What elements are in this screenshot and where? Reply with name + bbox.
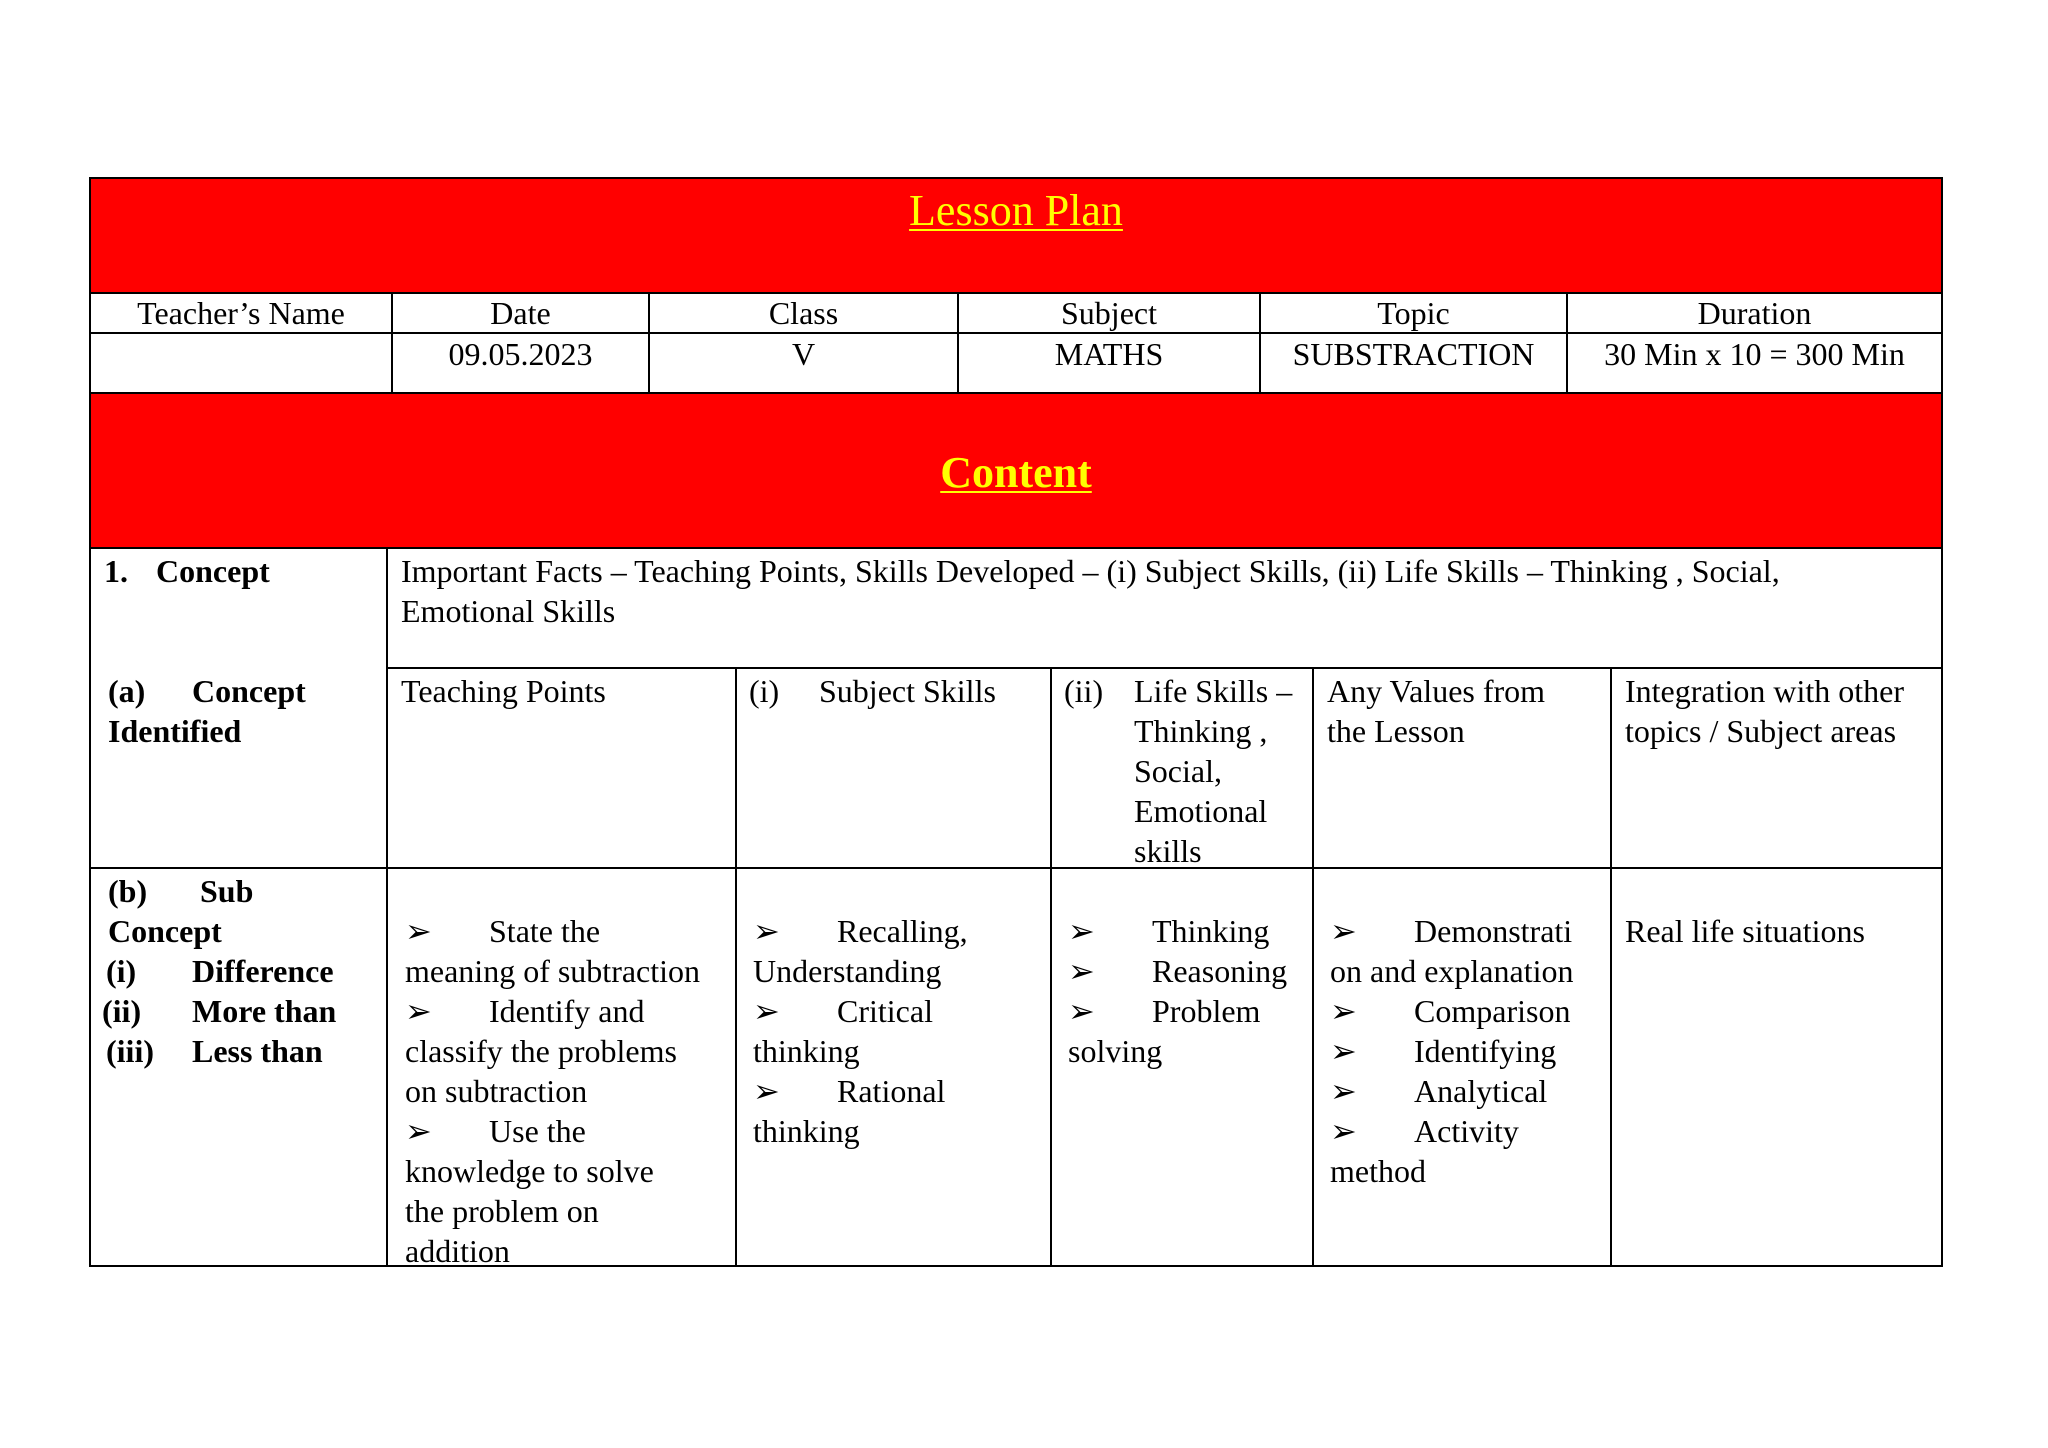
- value-topic: SUBSTRACTION: [1292, 336, 1535, 372]
- list-item-cont: classify the problems: [405, 1033, 677, 1069]
- col-divider: [1312, 667, 1314, 1267]
- arrow-bullet-icon: ➢: [1068, 913, 1095, 949]
- list-item: ➢ Identifying: [1330, 1033, 1557, 1069]
- sub-concept-item-num: (iii): [106, 1033, 154, 1069]
- header-date: Date: [490, 295, 551, 331]
- arrow-bullet-icon: ➢: [753, 993, 780, 1029]
- arrow-bullet-icon: ➢: [1330, 1113, 1357, 1149]
- list-item: ➢ Critical: [753, 993, 933, 1029]
- concept-description: [401, 551, 1780, 631]
- table-border-left: [89, 177, 91, 1267]
- list-item: ➢ Identify and: [405, 993, 645, 1029]
- concept-identified-label: Concept: [192, 673, 306, 709]
- sub-concept-item-num: (i): [106, 953, 137, 989]
- sub-concept-item: More than: [192, 993, 337, 1029]
- list-item-cont: Understanding: [753, 953, 942, 989]
- col-life-skills-line: Social,: [1134, 753, 1222, 789]
- col-life-skills-line: Emotional: [1134, 793, 1268, 829]
- col-subject-skills-num: (i): [749, 673, 780, 709]
- arrow-bullet-icon: ➢: [405, 1113, 432, 1149]
- sub-concept-label: Sub: [200, 873, 254, 909]
- arrow-bullet-icon: ➢: [1330, 993, 1357, 1029]
- value-class: V: [791, 336, 816, 372]
- arrow-bullet-icon: ➢: [1068, 993, 1095, 1029]
- table-border-top: [89, 177, 1943, 179]
- col-life-skills-num: (ii): [1064, 673, 1104, 709]
- list-item-cont: meaning of subtraction: [405, 953, 701, 989]
- arrow-bullet-icon: ➢: [1330, 1033, 1357, 1069]
- list-item-cont: solving: [1068, 1033, 1163, 1069]
- list-item: ➢ State the: [405, 913, 601, 949]
- list-item-cont: on subtraction: [405, 1073, 588, 1109]
- value-subject: MATHS: [1054, 336, 1164, 372]
- list-item: ➢ Analytical: [1330, 1073, 1548, 1109]
- col-life-skills-line: Thinking ,: [1134, 713, 1268, 749]
- header-teacher-name: Teacher’s Name: [137, 295, 345, 331]
- arrow-bullet-icon: ➢: [1068, 953, 1095, 989]
- content-title: Content: [940, 448, 1092, 497]
- col-integration: [1625, 671, 1904, 751]
- arrow-bullet-icon: ➢: [405, 993, 432, 1029]
- list-item: ➢ Use the: [405, 1113, 586, 1149]
- col-subject-skills: Subject Skills: [819, 673, 996, 709]
- list-item-cont: knowledge to solve: [405, 1153, 654, 1189]
- row-divider: [89, 867, 1943, 869]
- list-item: ➢ Rational: [753, 1073, 946, 1109]
- sub-concept-label-line2: Concept: [108, 913, 222, 949]
- row-divider: [89, 392, 1943, 394]
- concept-description-line: Important Facts – Teaching Points, Skills Developed – (i) Subject Skills, (ii) Life Skills – Thinking , Social,: [401, 553, 1780, 589]
- sub-concept-letter: (b): [108, 873, 148, 909]
- arrow-bullet-icon: ➢: [405, 913, 432, 949]
- header-class: Class: [768, 295, 839, 331]
- arrow-bullet-icon: ➢: [1330, 1073, 1357, 1109]
- list-item: ➢ Problem: [1068, 993, 1261, 1029]
- col-values-line: Any Values from: [1327, 673, 1546, 709]
- concept-identified-label-line2: Identified: [108, 713, 242, 749]
- col-integration-line: topics / Subject areas: [1625, 713, 1897, 749]
- list-item-cont: thinking: [753, 1113, 860, 1149]
- col-divider: [1050, 667, 1052, 1267]
- list-item-cont: addition: [405, 1233, 510, 1269]
- value-date: 09.05.2023: [448, 336, 593, 372]
- list-item: ➢ Demonstrati: [1330, 913, 1573, 949]
- integration-value: Real life situations: [1625, 913, 1865, 949]
- table-border-right: [1941, 177, 1943, 1267]
- list-item: ➢ Thinking: [1068, 913, 1270, 949]
- list-item: ➢ Recalling,: [753, 913, 968, 949]
- list-item: ➢ Reasoning: [1068, 953, 1288, 989]
- list-item-cont: on and explanation: [1330, 953, 1574, 989]
- arrow-bullet-icon: ➢: [753, 913, 780, 949]
- sub-concept-item: Less than: [192, 1033, 323, 1069]
- header-topic: Topic: [1377, 295, 1450, 331]
- header-subject: Subject: [1061, 295, 1157, 331]
- teaching-points-list: [405, 911, 700, 1271]
- header-duration: Duration: [1697, 295, 1812, 331]
- concept-number: 1.: [104, 553, 128, 589]
- sub-concept-item-num: (ii): [102, 993, 142, 1029]
- col-life-skills: [1134, 671, 1292, 871]
- concept-label: Concept: [156, 553, 270, 589]
- list-item-cont: method: [1330, 1153, 1426, 1189]
- col-teaching-points: Teaching Points: [401, 673, 606, 709]
- col-life-skills-line: skills: [1134, 833, 1202, 869]
- lesson-plan-title: Lesson Plan: [909, 186, 1123, 235]
- col-life-skills-line: Life Skills –: [1134, 673, 1293, 709]
- list-item-cont: the problem on: [405, 1193, 599, 1229]
- value-duration: 30 Min x 10 = 300 Min: [1604, 336, 1905, 372]
- table-border-bottom: [89, 1265, 1943, 1267]
- arrow-bullet-icon: ➢: [1330, 913, 1357, 949]
- list-item-cont: thinking: [753, 1033, 860, 1069]
- values-list: [1330, 911, 1573, 1191]
- col-integration-line: Integration with other: [1625, 673, 1905, 709]
- col-values-line: the Lesson: [1327, 713, 1465, 749]
- col-divider: [735, 667, 737, 1267]
- col-values: [1327, 671, 1545, 751]
- row-divider: [387, 667, 1943, 669]
- subject-skills-list: [753, 911, 968, 1151]
- list-item: ➢ Comparison: [1330, 993, 1571, 1029]
- col-divider: [1610, 667, 1612, 1267]
- sub-concept-item: Difference: [192, 953, 334, 989]
- arrow-bullet-icon: ➢: [753, 1073, 780, 1109]
- row-divider: [89, 547, 1943, 549]
- concept-description-line: Emotional Skills: [401, 593, 616, 629]
- list-item: ➢ Activity: [1330, 1113, 1519, 1149]
- life-skills-list: [1068, 911, 1287, 1071]
- concept-identified-letter: (a): [108, 673, 146, 709]
- col-divider: [386, 547, 388, 1267]
